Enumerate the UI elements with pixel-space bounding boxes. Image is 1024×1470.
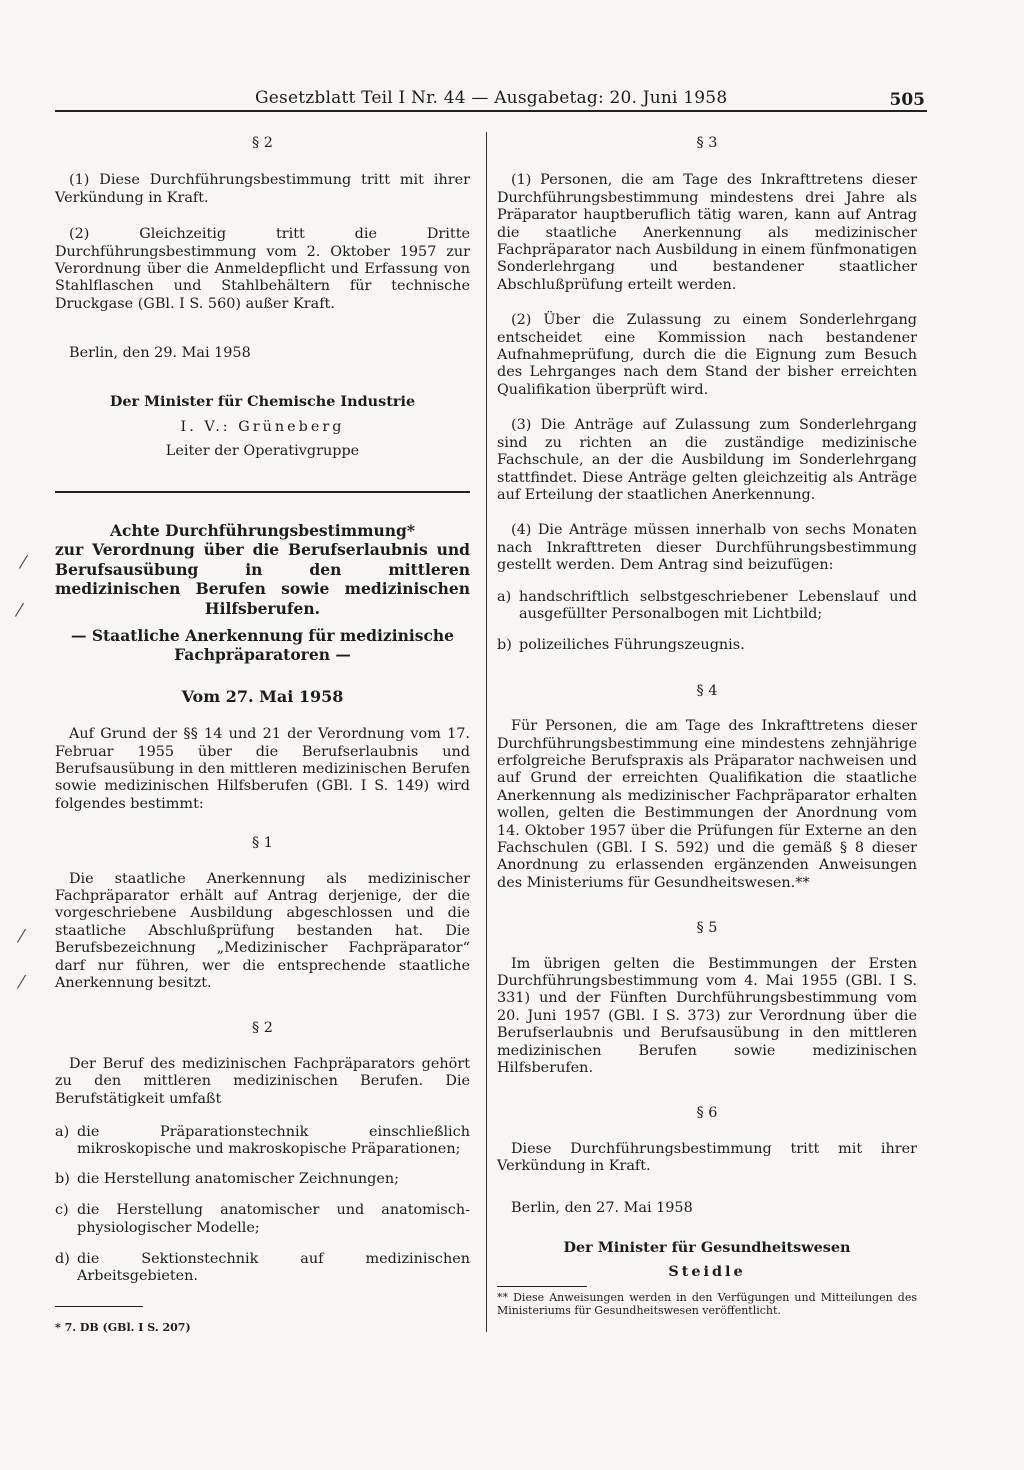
column-divider [486, 132, 487, 1332]
regulation-date: Vom 27. Mai 1958 [181, 686, 344, 706]
page-header [55, 88, 925, 112]
regulation-title-line2: zur Verordnung über die Berufserlaubnis und Berufsausübung in den mittleren medizinischen Berufen sowie medizinischen Hilfsberufen. [55, 540, 470, 618]
preamble: Auf Grund der §§ 14 und 21 der Verordnung vom 17. Februar 1955 über die Berufserlaubnis und Berufsausübung in den mittleren medizinischen Berufen sowie medizinischen Hilfsberufen (GBl. I S. 149) wird folgendes bestimmt: [55, 726, 470, 812]
section-heading: § 5 [696, 920, 718, 937]
left-column [55, 135, 470, 1334]
place-date: Berlin, den 29. Mai 1958 [69, 345, 251, 362]
section-heading: § 2 [252, 135, 273, 151]
list-label: b) [497, 637, 512, 654]
signer-name: Steidle [668, 1262, 746, 1280]
list-label: b) [55, 1170, 70, 1187]
list-label: a) [55, 1124, 70, 1141]
paragraph: Der Beruf des medizinischen Fachpräparators gehört zu den mittleren medizinischen Berufen. Die Berufstätigkeit umfaßt [55, 1055, 470, 1107]
list-text: die Herstellung anatomischer Zeichnungen; [77, 1170, 399, 1187]
list-label: d) [55, 1251, 70, 1268]
right-column [497, 135, 917, 1317]
paragraph: Im übrigen gelten die Bestimmungen der Ersten Durchführungsbestimmung vom 4. Mai 1955 (GBl. I S. 331) und der Fünften Durchführungsbestimmung vom 20. Juni 1957 (GBl. I S. 373) zur Verordnung über die Berufserlaubnis und Berufsausübung in den mittleren medizinischen Berufen sowie medizinischen Hilfsberufen. [497, 955, 917, 1077]
page-number: 505 [889, 90, 925, 110]
header-rule [55, 110, 927, 112]
margin-check-mark: ⁄ [20, 972, 24, 993]
list-item [55, 1124, 470, 1159]
footnote: ** Diese Anweisungen werden in den Verfügungen und Mitteilungen des Ministeriums für Gesundheitswesen veröffentlicht. [497, 1290, 917, 1317]
header-title: Gesetzblatt Teil I Nr. 44 — Ausgabetag: 20. Juni 1958 [255, 88, 728, 108]
margin-check-mark: ⁄ [18, 600, 22, 621]
paragraph: Diese Durchführungsbestimmung tritt mit ihrer Verkündung in Kraft. [497, 1140, 917, 1175]
margin-check-mark: ⁄ [22, 552, 26, 573]
section-heading: § 1 [252, 835, 273, 852]
regulation-title [55, 521, 470, 706]
list-label: c) [55, 1202, 69, 1219]
list-item [55, 1251, 470, 1286]
paragraph: (1) Personen, die am Tage des Inkrafttretens dieser Durchführungsbestimmung mindestens drei Jahre als Präparator hauptberuflich tätig waren, kann auf Antrag die staatliche Anerkennung als medizinischer Fachpräparator nach Ausbildung in einem fünfmonatigen Sonderlehrgang und bestandener staatlicher Abschlußprüfung erteilt werden. [497, 172, 917, 293]
signer-name: I. V.: Grüneberg [180, 419, 345, 436]
paragraph: (4) Die Anträge müssen innerhalb von sechs Monaten nach Inkrafttreten dieser Durchführungsbestimmung gestellt werden. Dem Antrag sind beizufügen: [497, 522, 917, 574]
signer-role: Leiter der Operativgruppe [165, 443, 360, 460]
regulation-subtitle: — Staatliche Anerkennung für medizinische Fachpräparatoren — [70, 625, 455, 665]
paragraph: (3) Die Anträge auf Zulassung zum Sonderlehrgang sind zu richten an die zuständige medizinische Fachschule, an der die Ausbildung im Sonderlehrgang stattfindet. Diese Anträge gelten gleichzeitig als Anträge auf Erteilung der staatlichen Anerkennung. [497, 417, 917, 503]
section-heading: § 6 [696, 1105, 718, 1122]
list-text: polizeiliches Führungszeugnis. [519, 637, 745, 654]
list-text: die Sektionstechnik auf medizinischen Arbeitsgebieten. [77, 1251, 470, 1285]
section-heading: § 3 [696, 135, 718, 151]
list-item [55, 1202, 470, 1237]
paragraph: (2) Gleichzeitig tritt die Dritte Durchführungsbestimmung vom 2. Oktober 1957 zur Verordnung über die Anmeldepflicht und Erfassung von Stahlflaschen und Stahlbehältern für technische Druckgase (GBl. I S. 560) außer Kraft. [55, 226, 470, 312]
list-text: die Präparationstechnik einschließlich mikroskopische und makroskopische Präparationen; [77, 1124, 470, 1158]
list-text: handschriftlich selbstgeschriebener Lebenslauf und ausgefüllter Personalbogen mit Lichtbild; [519, 588, 917, 622]
section-heading: § 2 [252, 1020, 273, 1037]
list-item [497, 637, 917, 654]
margin-check-mark: ⁄ [20, 926, 24, 947]
list-text: die Herstellung anatomischer und anatomisch-physiologischer Modelle; [77, 1202, 470, 1236]
minister-title: Der Minister für Gesundheitswesen [563, 1239, 851, 1257]
list-item [55, 1171, 470, 1188]
regulation-title-line1: Achte Durchführungsbestimmung* [110, 520, 415, 540]
section-heading: § 4 [696, 682, 718, 699]
footnote: * 7. DB (GBl. I S. 207) [55, 1320, 191, 1334]
paragraph: Für Personen, die am Tage des Inkrafttretens dieser Durchführungsbestimmung eine mindestens zehnjährige erfolgreiche Berufspraxis als Präparator nachweisen und auf Grund der erreichten Qualifikation die staatliche Anerkennung als medizinischer Fachpräparator erhalten wollen, gelten die Bestimmungen der Anordnung vom 14. Oktober 1957 über die Prüfungen für Externe an den Fachschulen (GBl. I S. 592) und die gemäß § 8 dieser Anordnung zu erlassenden ergänzenden Anweisungen des Ministeriums für Gesundheitswesen.** [497, 718, 917, 891]
place-date: Berlin, den 27. Mai 1958 [511, 1199, 693, 1216]
minister-title: Der Minister für Chemische Industrie [109, 392, 416, 410]
paragraph: (1) Diese Durchführungsbestimmung tritt mit ihrer Verkündung in Kraft. [55, 172, 470, 206]
list-label: a) [497, 588, 512, 605]
paragraph: Die staatliche Anerkennung als medizinischer Fachpräparator erhält auf Antrag derjenige, der die vorgeschriebene Ausbildung abgeschlossen und die staatliche Abschlußprüfung bestanden hat. Die Berufsbezeichnung „Medizinischer Fachpräparator“ darf nur führen, wer die entsprechende staatliche Anerkennung besitzt. [55, 870, 470, 991]
list-item [497, 589, 917, 624]
paragraph: (2) Über die Zulassung zu einem Sonderlehrgang entscheidet eine Kommission nach bestandener Aufnahmeprüfung, durch die die Eignung zum Besuch des Lehrganges nach dem Stand der bisher erreichten Qualifikation überprüft wird. [497, 312, 917, 398]
